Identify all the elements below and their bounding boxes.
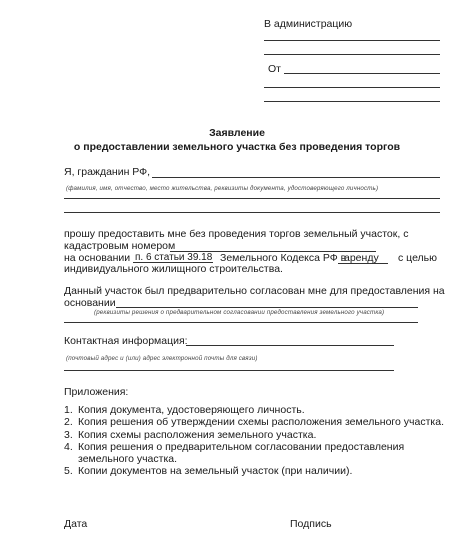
cadastral-label: кадастровым номером <box>64 240 176 252</box>
to-administration-label: В администрацию <box>264 18 353 30</box>
request-line-1: прошу предоставить мне без проведения торгов земельный участок, с <box>64 228 409 240</box>
list-item: 4. Копия решения о предварительном согласовании предоставления земельного участка. <box>64 440 405 466</box>
prior-approval-line-1: Данный участок был предварительно согласован мне для предоставления на <box>64 285 445 297</box>
prior-approval-basis: основании <box>64 297 116 309</box>
basis-value: п. 6 статьи 39.18 <box>135 252 213 263</box>
contacts-label: Контактная информация: <box>64 335 188 347</box>
list-item: 3. Копия схемы расположения земельного участка. <box>64 428 317 441</box>
applicant-prefix: Я, гражданин РФ, <box>64 166 151 178</box>
prior-approval-hint: (реквизиты решения о предварительном согласовании предоставления земельного участка) <box>94 309 385 316</box>
address-line <box>264 87 440 88</box>
prior-approval-line <box>64 322 418 323</box>
signature-label: Подпись <box>290 518 332 530</box>
address-line <box>264 54 440 55</box>
contacts-hint: (почтовый адрес и (или) адрес электронной почты для связи) <box>66 355 258 362</box>
applicant-name-line <box>152 177 440 178</box>
document-title: Заявление <box>209 127 265 139</box>
list-item: 1. Копия документа, удостоверяющего личность. <box>64 404 305 416</box>
contacts-line <box>64 370 394 371</box>
lease-value: аренду <box>344 252 379 264</box>
applicant-details-line <box>64 212 440 213</box>
applicant-details-line <box>64 198 440 199</box>
applicant-hint: (фамилия, имя, отчество, место жительства, реквизиты документа, удостоверяющего личность) <box>66 185 379 192</box>
list-item: 5. Копии документов на земельный участок (при наличии). <box>64 465 353 478</box>
purpose-text: индивидуального жилищного строительства. <box>64 263 283 275</box>
list-item: 2. Копия решения об утверждении схемы расположения земельного участка. <box>64 416 444 429</box>
prior-approval-line <box>116 307 418 308</box>
document-subtitle: о предоставлении земельного участка без проведения торгов <box>73 141 401 153</box>
basis-prefix: на основании <box>64 252 131 264</box>
lease-line <box>338 263 388 264</box>
contacts-line <box>186 345 394 346</box>
date-label: Дата <box>64 518 88 530</box>
purpose-start: с целью <box>398 252 438 264</box>
address-line <box>264 101 440 102</box>
address-line <box>264 40 440 41</box>
from-line <box>284 73 440 74</box>
from-label: От <box>268 63 281 75</box>
land-code-text: Земельного Кодекса РФ в <box>220 252 347 264</box>
attachments-title: Приложения: <box>64 386 129 398</box>
attachments-list <box>64 404 444 478</box>
